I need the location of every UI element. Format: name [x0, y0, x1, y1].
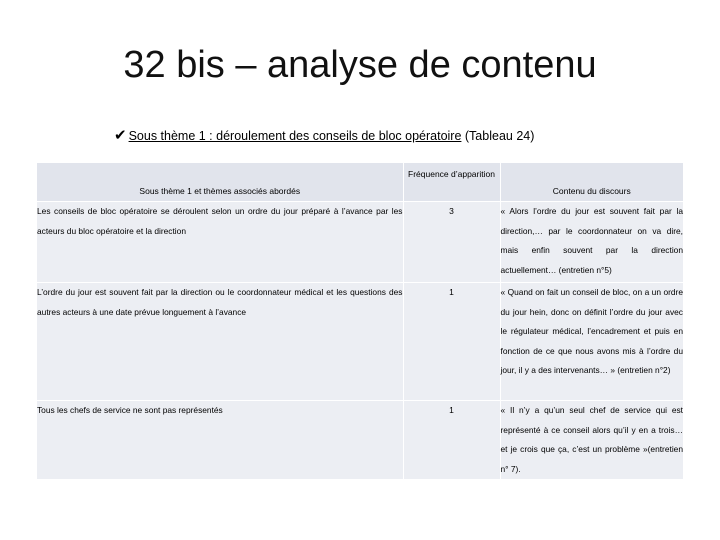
caption-underlined-text: Sous thème 1 : déroulement des conseils de bloc opératoire — [128, 129, 462, 143]
row-frequency: 1 — [403, 401, 500, 480]
content-analysis-table — [37, 162, 683, 479]
row-content: « Alors l’ordre du jour est souvent fait par la direction,… par le coordonnateur on va dire, mais enfin souvent par la direction actuellement… (entretien n°5) — [500, 202, 683, 283]
row-content: « Il n’y a qu’un seul chef de service qui est représenté à ce conseil alors qu’il y en a trois…et je crois que ça, c’est un problème »(entretien n° 7). — [500, 401, 683, 480]
header-theme: Sous thème 1 et thèmes associés abordés — [37, 163, 403, 202]
slide-title: 32 bis – analyse de contenu — [123, 44, 597, 86]
row-theme: L’ordre du jour est souvent fait par la direction ou le coordonnateur médical et les questions des autres acteurs à une date prévue longuement à l’avance — [37, 283, 403, 401]
row-content: « Quand on fait un conseil de bloc, on a un ordre du jour hein, donc on définit l’ordre du jour avec le régulateur médical, l’encadrement et puis en fonction de ce que nous avons mis à l’ordre du jour, il y a des intervenants… » (entretien n°2) — [500, 283, 683, 401]
row-frequency: 1 — [403, 283, 500, 401]
row-theme: Les conseils de bloc opératoire se déroulent selon un ordre du jour préparé à l’avance par les acteurs du bloc opératoire et la direction — [37, 202, 403, 283]
caption-table-ref: (Tableau 24) — [461, 129, 535, 143]
row-theme: Tous les chefs de service ne sont pas représentés — [37, 401, 403, 480]
table-header-row — [37, 163, 683, 202]
table-row — [37, 202, 683, 283]
table-row — [37, 283, 683, 401]
table-caption — [114, 127, 534, 145]
row-frequency: 3 — [403, 202, 500, 283]
header-content: Contenu du discours — [500, 163, 683, 202]
header-frequency: Fréquence d’apparition — [403, 163, 500, 202]
table-row — [37, 401, 683, 480]
checkmark-icon: ✔ — [114, 127, 127, 144]
